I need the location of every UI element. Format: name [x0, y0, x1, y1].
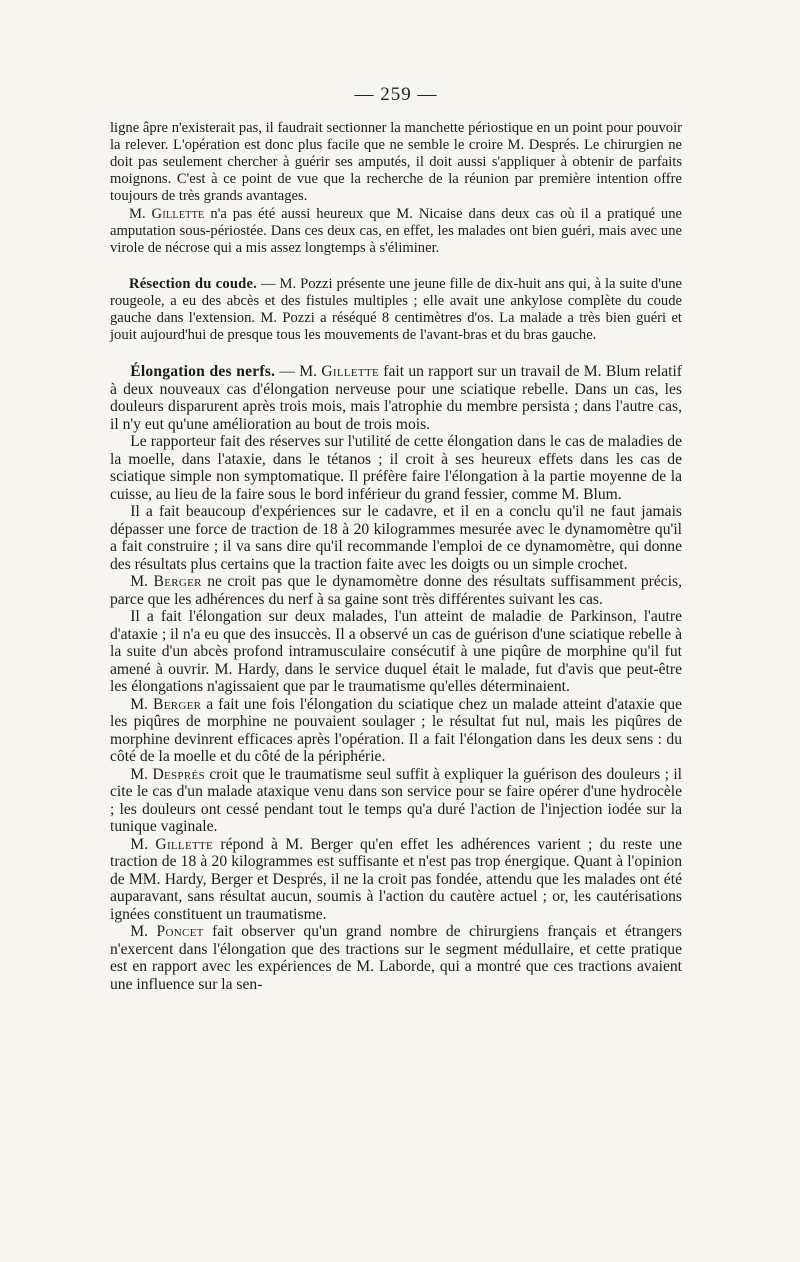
paragraph: Le rapporteur fait des réserves sur l'utilité de cette élongation dans le cas de maladies de la moelle, dans l'ataxie, dans le tétanos ; il croit à ses heureux effets dans les cas de sciatique simple non symptomatique. Il préfère faire l'élongation à la partie moyenne de la cuisse, au lieu de la faire sous le bord inférieur du grand fessier, comme M. Blum. [110, 433, 682, 503]
paragraph: M. Gillette répond à M. Berger qu'en effet les adhérences varient ; du reste une traction de 18 à 20 kilogrammes est suffisante et n'est pas trop énergique. Quant à l'opinion de MM. Hardy, Berger et Després, il ne la croit pas fondée, attendu que les malades ont été auparavant, sans résultat aucun, soumis à l'action du cautère actuel ; or, les cautérisations ignées constituent un traumatisme. [110, 835, 682, 923]
page [110, 86, 682, 993]
person-name: Després [152, 765, 205, 783]
paragraph: Il a fait beaucoup d'expériences sur le cadavre, et il en a conclu qu'il ne faut jamais dépasser une force de traction de 18 à 20 kilogrammes mesurée avec le dynamomètre qu'il a fait construire ; il va sans dire qu'il recommande l'emploi de ce dynamomètre, qui donne des résultats plus certains que la traction faite avec les doigts ou un simple crochet. [110, 503, 682, 573]
section-gap [110, 257, 682, 276]
section-heading: Élongation des nerfs. [130, 363, 276, 381]
paragraph: Il a fait l'élongation sur deux malades, l'un atteint de maladie de Parkinson, l'autre d'ataxie ; il n'a eu que des insuccès. Il a observé un cas de guérison d'une sciatique rebelle à la suite d'un abcès profond intramusculaire consécutif à une piqûre de morphine qu'il fut amené à ouvrir. M. Hardy, dans le service duquel était le malade, fut d'avis que peut-être les élongations n'agissaient que par le traumatisme qu'elles déterminaient. [110, 608, 682, 696]
section-resection-du-coude [110, 276, 682, 344]
person-name: Berger [153, 695, 202, 713]
person-name: Gillette [151, 205, 205, 222]
section-amputation-discussion [110, 120, 682, 257]
paragraph: Résection du coude. — M. Pozzi présente une jeune fille de dix-huit ans qui, à la suite d'une rougeole, a eu des abcès et des fistules multiples ; elle avait une ankylose complète du coude gauche dans l'extension. M. Pozzi a réséqué 8 centimètres d'os. La malade a très bien guéri et jouit aujourd'hui de presque tous les mouvements de l'avant-bras et du bras gauche. [110, 275, 682, 344]
page-number: — 259 — [354, 84, 438, 105]
section-gap [110, 344, 682, 363]
paragraph: M. Poncet fait observer qu'un grand nombre de chirurgiens français et étrangers n'exercent dans l'élongation que des tractions sur le segment médullaire, et cette pratique est en rapport avec les expériences de M. Laborde, qui a montré que ces tractions avaient une influence sur la sen- [110, 923, 682, 993]
paragraph: M. Després croit que le traumatisme seul suffit à expliquer la guérison des douleurs ; il cite le cas d'un malade ataxique venu dans son service pour se faire opérer d'une hydrocèle ; les douleurs ont cessé pendant tout le temps qu'a duré l'action de l'injection iodée sur la tunique vaginale. [110, 765, 682, 836]
paragraph: ligne âpre n'existerait pas, il faudrait sectionner la manchette périostique en un point pour pouvoir la relever. L'opération est donc plus facile que ne semble le croire M. Després. Le chirurgien ne doit pas seulement chercher à guérir ses amputés, il doit aussi s'appliquer à obtenir de parfaits moignons. C'est à ce point de vue que la recherche de la réunion par première intention offre toujours de très grands avantages. [110, 120, 682, 205]
section-heading: Résection du coude. [128, 275, 258, 292]
paragraph: M. Gillette n'a pas été aussi heureux que M. Nicaise dans deux cas où il a pratiqué une amputation sous-périostée. Dans ces deux cas, en effet, les malades ont bien guéri, mais avec une virole de nécrose qui a mis assez longtemps à s'éliminer. [110, 205, 682, 256]
person-name: Gillette [155, 835, 214, 853]
person-name: Poncet [156, 923, 204, 941]
paragraph: M. Berger a fait une fois l'élongation du sciatique chez un malade atteint d'ataxie que les piqûres de morphine ne pouvaient soulager ; le résultat fut nul, mais les piqûres de morphine devinrent efficaces après l'opération. Il a fait l'élongation dans les deux sens : du côté de la moelle et du côté de la périphérie. [110, 695, 683, 766]
paragraph: M. Berger ne croit pas que le dynamomètre donne des résultats suffisamment précis, parce que les adhérences du nerf à sa gaine sont très différentes suivant les cas. [110, 573, 682, 608]
paragraph: Élongation des nerfs. — M. Gillette fait un rapport sur un travail de M. Blum relatif à deux nouveaux cas d'élongation nerveuse pour une sciatique rebelle. Dans un cas, les douleurs disparurent après trois mois, mais l'atrophie du membre persista ; dans l'autre cas, il n'y eut qu'une amélioration au bout de trois mois. [110, 363, 682, 433]
person-name: Gillette [321, 363, 379, 381]
person-name: Berger [153, 573, 202, 591]
section-elongation-des-nerfs [110, 363, 682, 993]
